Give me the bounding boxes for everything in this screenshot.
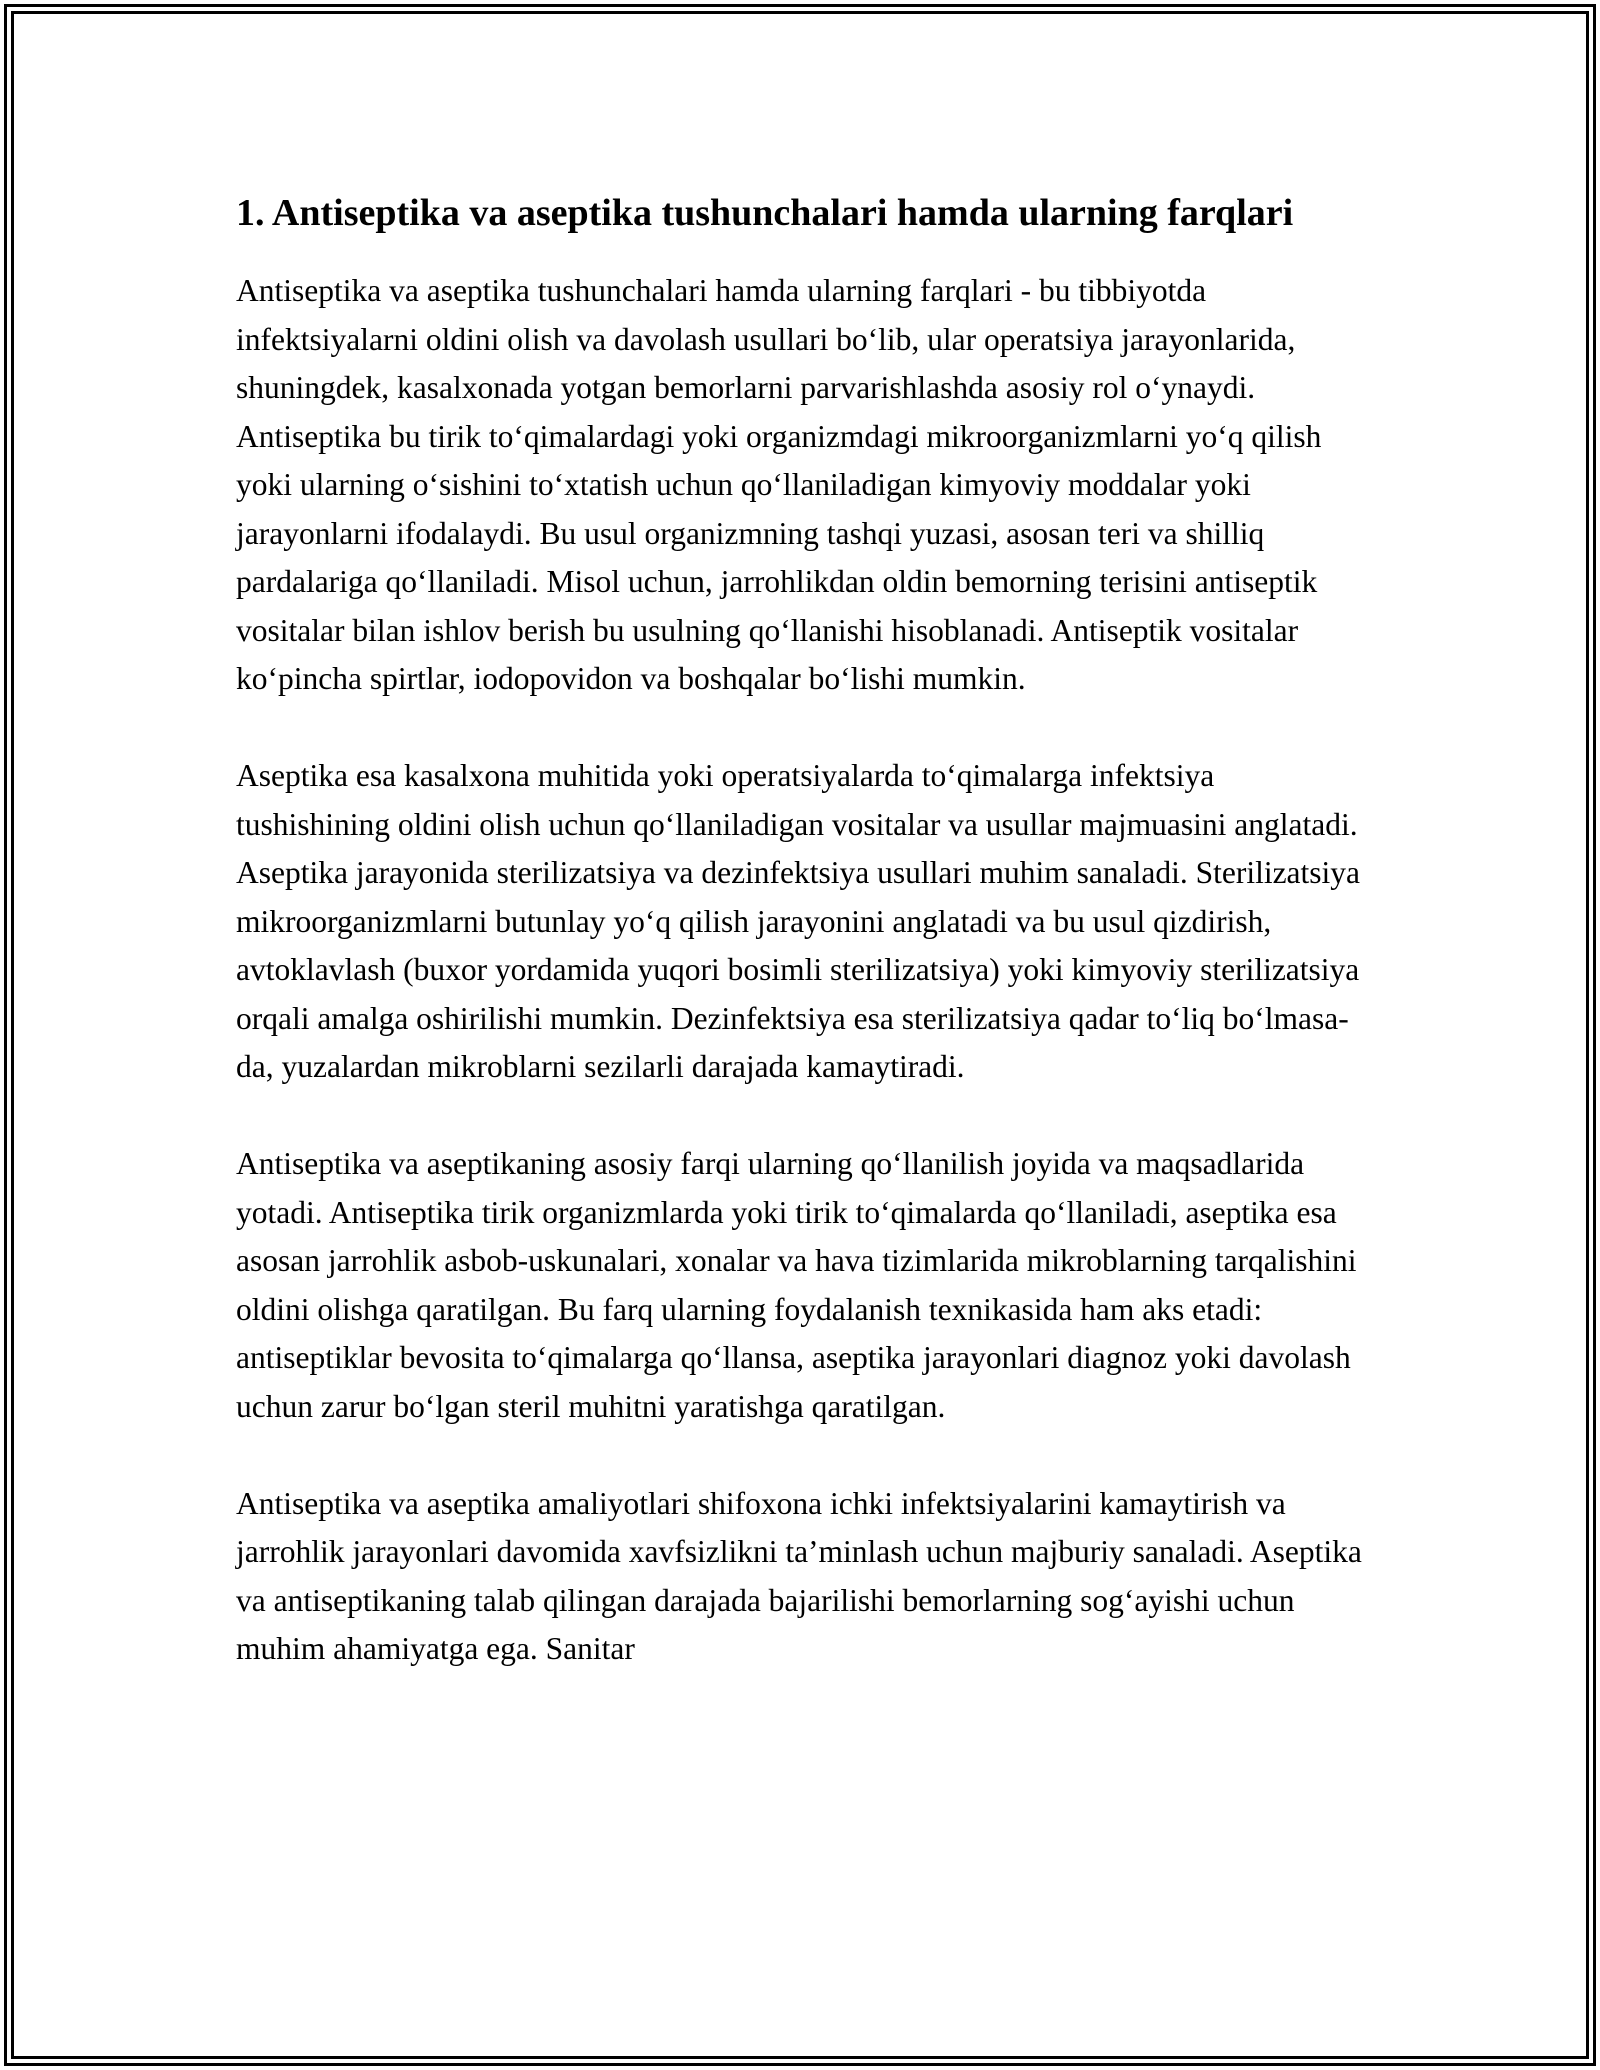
section-heading: 1. Antiseptika va aseptika tushunchalari hamda ularning farqlari [236,192,1294,234]
paragraph-antiseptika: Antiseptika va aseptika tushunchalari hamda ularning farqlari - bu tibbiyotda infektsiyalarni oldini olish va davolash usullari bo‘lib, ular operatsiya jarayonlarida, shuningdek, kasalxonada yotgan bemorlarni parvarishlashda asosiy rol o‘ynaydi. Antiseptika bu tirik to‘qimalardagi yoki organizmdagi mikroorganizmlarni yo‘q qilish yoki ularning o‘sishini to‘xtatish uchun qo‘llaniladigan kimyoviy moddalar yoki jarayonlarni ifodalaydi. Bu usul organizmning tashqi yuzasi, asosan teri va shilliq pardalariga qo‘llaniladi. Misol uchun, jarrohlikdan oldin bemorning terisini antiseptik vositalar bilan ishlov berish bu usulning qo‘llanishi hisoblanadi. Antiseptik vositalar ko‘pincha spirtlar, iodopovidon va boshqalar bo‘lishi mumkin. [236,273,1322,696]
paragraph-aseptika: Aseptika esa kasalxona muhitida yoki operatsiyalarda to‘qimalarga infektsiya tushishining oldini olish uchun qo‘llaniladigan vositalar va usullar majmuasini anglatadi. Aseptika jarayonida sterilizatsiya va dezinfektsiya usullari muhim sanaladi. Sterilizatsiya mikroorganizmlarni butunlay yo‘q qilish jarayonini anglatadi va bu usul qizdirish, avtoklavlash (buxor yordamida yuqori bosimli sterilizatsiya) yoki kimyoviy sterilizatsiya orqali amalga oshirilishi mumkin. Dezinfektsiya esa sterilizatsiya qadar to‘liq bo‘lmasa-da, yuzalardan mikroblarni sezilarli darajada kamaytiradi. [236,758,1361,1084]
paragraph-amaliyotlari: Antiseptika va aseptika amaliyotlari shifoxona ichki infektsiyalarini kamaytirish va jarrohlik jarayonlari davomida xavfsizlikni ta’minlash uchun majburiy sanaladi. Aseptika va antiseptikaning talab qilingan darajada bajarilishi bemorlarning sog‘ayishi uchun muhim ahamiyatga ega. Sanitar [236,1485,1362,1666]
document-body [236,186,1376,1722]
paragraph-farqi: Antiseptika va aseptikaning asosiy farqi ularning qo‘llanilish joyida va maqsadlarida yotadi. Antiseptika tirik organizmlarda yoki tirik to‘qimalarda qo‘llaniladi, aseptika esa asosan jarrohlik asbob-uskunalari, xonalar va hava tizimlarida mikroblarning tarqalishini oldini olishga qaratilgan. Bu farq ularning foydalanish texnikasida ham aks etadi: antiseptiklar bevosita to‘qimalarga qo‘llansa, aseptika jarayonlari diagnoz yoki davolash uchun zarur bo‘lgan steril muhitni yaratishga qaratilgan. [236,1146,1357,1424]
